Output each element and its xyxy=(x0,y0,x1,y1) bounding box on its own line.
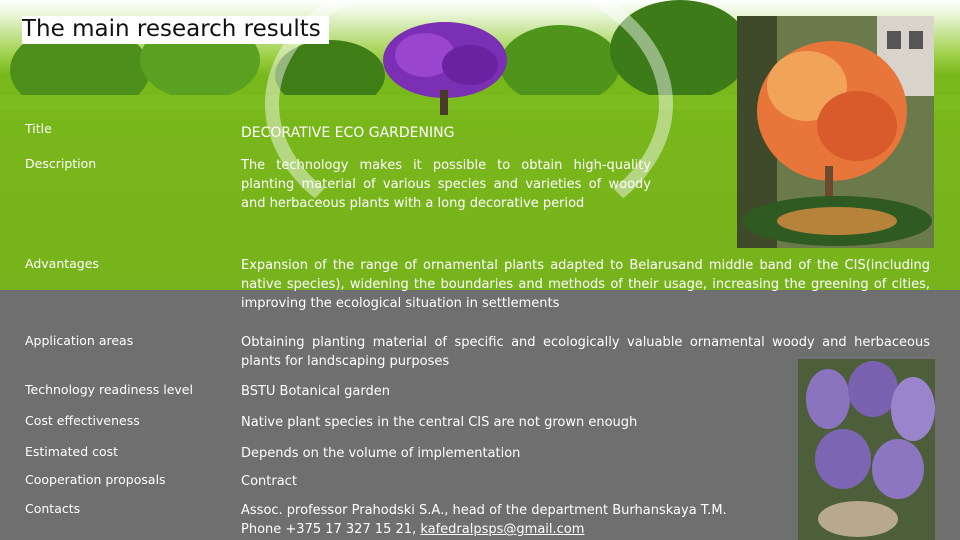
row-value: The technology makes it possible to obtain high-quality planting material of various species and varieties of woody and herbaceous plants with a long decorative period xyxy=(241,158,651,211)
row-value: Obtaining planting material of specific and ecologically valuable ornamental woody and herbaceous plants for landscaping purposes xyxy=(241,335,930,369)
row-label: Contacts xyxy=(25,501,81,516)
contact-line: Assoc. professor Prahodski S.A., head of the department Burhanskaya T.M. xyxy=(241,503,727,518)
email-link[interactable]: kafedralpsps@gmail.com xyxy=(420,522,585,537)
row-label: Advantages xyxy=(25,256,99,271)
phone-text: Phone +375 17 327 15 21, xyxy=(241,522,421,537)
row-value: Contract xyxy=(241,474,297,489)
row-label: Title xyxy=(25,121,52,136)
row-label: Cost effectiveness xyxy=(25,413,140,428)
tree-autumn-photo xyxy=(737,16,934,248)
row-value xyxy=(241,501,796,539)
purple-tree-photo xyxy=(370,20,520,115)
row-value: Expansion of the range of ornamental plants adapted to Belarusand middle band of the CIS(including native species), widening the boundaries and methods of their usage, increasing the greening of cities, improving the ecological situation in settlements xyxy=(241,258,930,311)
contact-phone-line xyxy=(241,520,796,539)
row-label: Description xyxy=(25,156,97,171)
lavender-flowers-photo xyxy=(798,359,935,540)
row-value: Depends on the volume of implementation xyxy=(241,446,521,461)
row-label: Estimated cost xyxy=(25,444,119,459)
row-label: Cooperation proposals xyxy=(25,472,166,487)
page-title: The main research results xyxy=(22,16,329,44)
row-value: Native plant species in the central CIS are not grown enough xyxy=(241,415,638,430)
row-label: Technology readiness level xyxy=(25,382,193,397)
row-value: DECORATIVE ECO GARDENING xyxy=(241,125,455,141)
row-label: Application areas xyxy=(25,333,134,348)
row-value: BSTU Botanical garden xyxy=(241,384,390,399)
